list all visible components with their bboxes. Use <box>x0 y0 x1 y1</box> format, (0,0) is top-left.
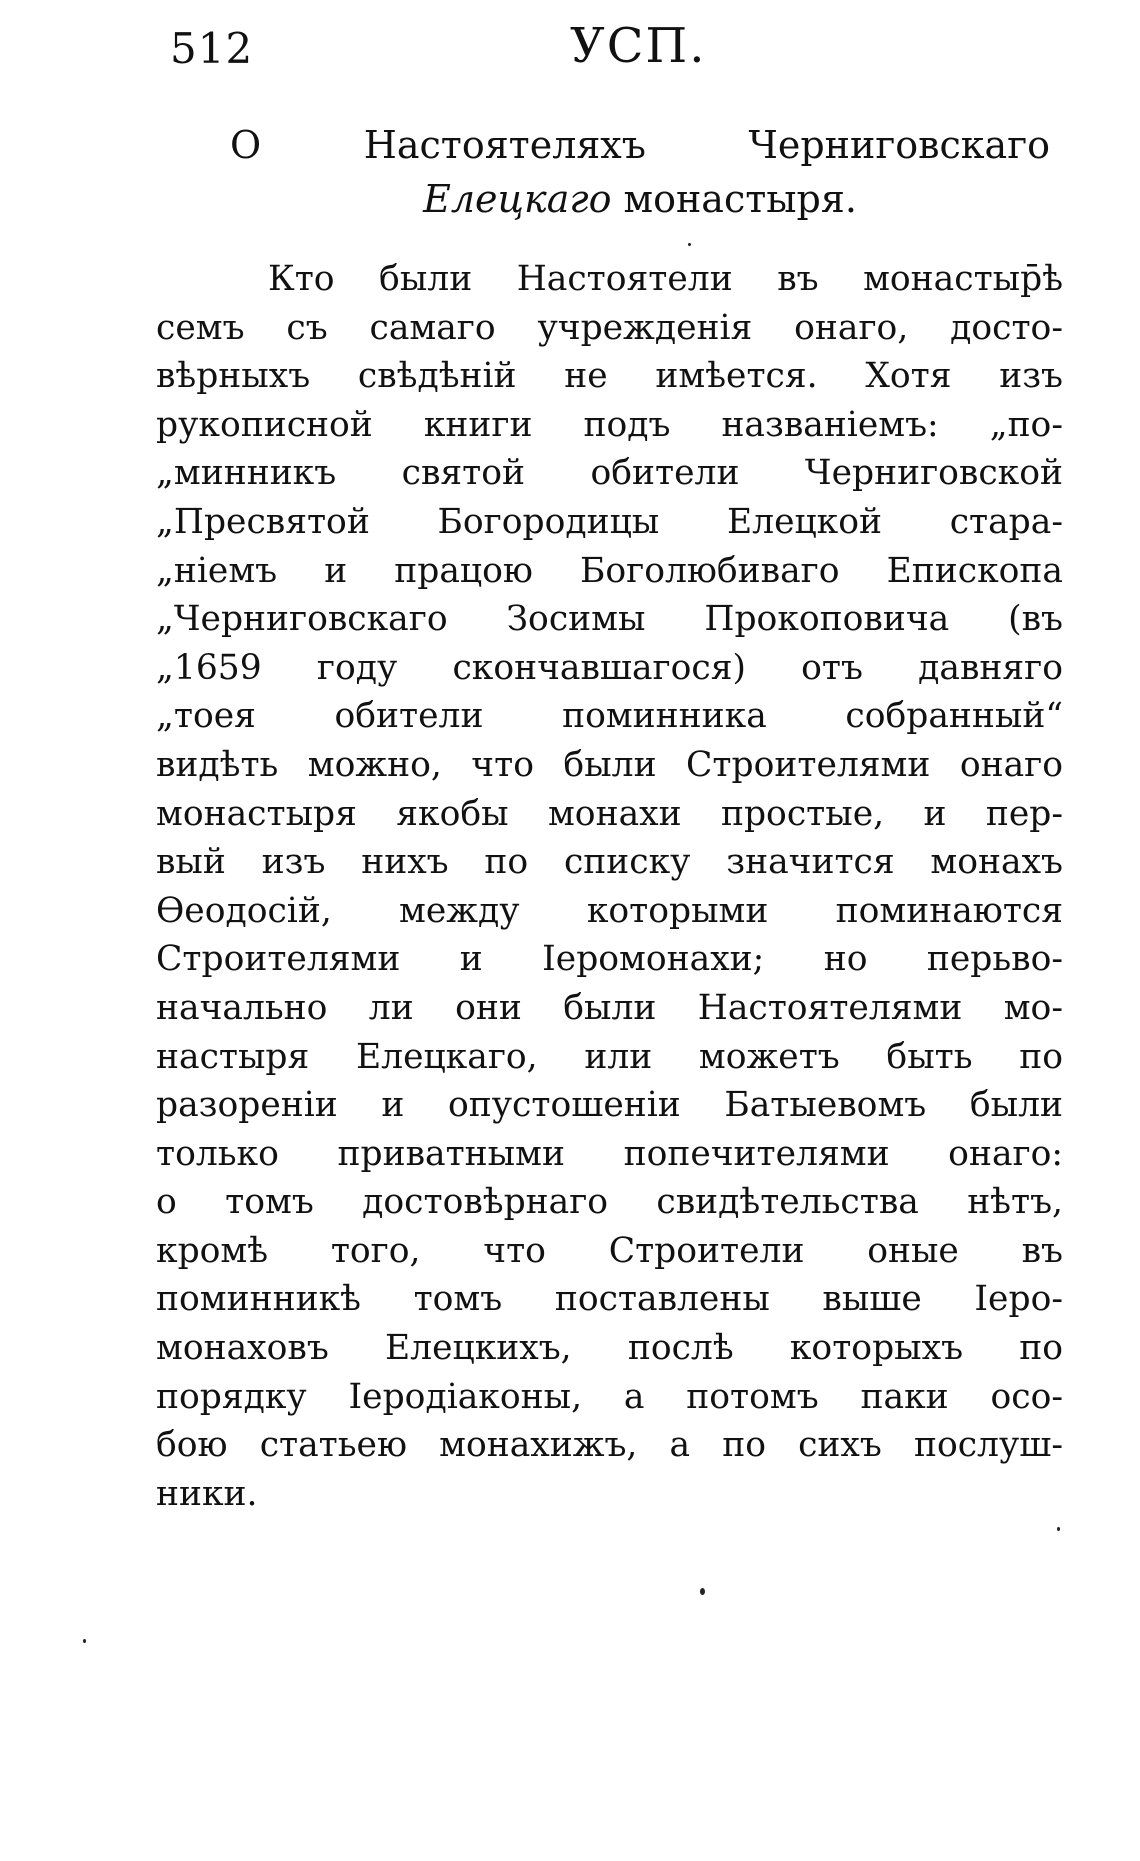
section-title-rest: монастыря. <box>611 177 857 221</box>
text-line: о томъ достовѣрнаго свидѣтельства нѣтъ, <box>156 1182 1063 1223</box>
text-line: только приватными попечителями онаго: <box>156 1133 1063 1174</box>
text-line: разореніи и опустошеніи Батыевомъ были <box>156 1085 1063 1126</box>
section-title-line-1: О Настоятеляхъ Черниговскаго <box>230 123 1050 167</box>
body-paragraph <box>156 255 1063 1518</box>
section-title-line-2 <box>230 172 1050 226</box>
running-head: УСП. <box>570 18 707 74</box>
text-line: „минникъ святой обители Черниговской <box>156 453 1063 494</box>
paper-speck <box>83 1639 86 1643</box>
text-line: бою статьею монахижъ, а по сихъ послуш- <box>156 1425 1063 1466</box>
text-line: настыря Елецкаго, или можетъ быть по <box>156 1036 1063 1077</box>
text-line: „Пресвятой Богородицы Елецкой стара- <box>156 501 1063 542</box>
text-line: поминникѣ томъ поставлены выше Іеро- <box>156 1279 1063 1320</box>
text-line: рукописной книги подъ названіемъ: „по- <box>156 404 1063 445</box>
paper-speck <box>700 1588 705 1595</box>
text-line: ники. <box>156 1473 258 1514</box>
text-line: „ніемъ и працою Боголюбиваго Епископа <box>156 550 1063 591</box>
text-line: кромѣ того, что Строители оные въ <box>156 1230 1063 1271</box>
text-line: вѣрныхъ свѣдѣній не имѣется. Хотя изъ <box>156 356 1063 397</box>
page-header <box>170 18 990 78</box>
section-title-italic: Елецкаго <box>423 177 612 221</box>
text-line: Строителями и Іеромонахи; но перьво- <box>156 939 1063 980</box>
text-line: монастыря якобы монахи простые, и пер- <box>156 793 1063 834</box>
page-number: 512 <box>170 24 254 73</box>
paper-speck <box>1057 1527 1060 1531</box>
text-line: начально ли они были Настоятелями мо- <box>156 987 1063 1028</box>
paper-speck <box>688 243 691 246</box>
text-line: порядку Іеродіаконы, а потомъ паки осо- <box>156 1376 1063 1417</box>
section-title <box>230 118 1050 226</box>
text-line: видѣть можно, что были Строителями онаго <box>156 744 1063 785</box>
text-line: Ѳеодосій, между которыми поминаются <box>156 890 1063 931</box>
text-line: монаховъ Елецкихъ, послѣ которыхъ по <box>156 1328 1063 1369</box>
text-line: вый изъ нихъ по списку значится монахъ <box>156 842 1063 883</box>
text-line: Кто были Настоятели въ монастыр̄ѣ <box>268 259 1063 299</box>
text-line: семъ съ самаго учрежденія онаго, досто- <box>156 307 1063 348</box>
text-line: „1659 году скончавшагося) отъ давняго <box>156 647 1063 688</box>
text-line: „Черниговскаго Зосимы Прокоповича (въ <box>156 599 1063 640</box>
text-line: „тоея обители поминника собранный“ <box>156 696 1063 737</box>
